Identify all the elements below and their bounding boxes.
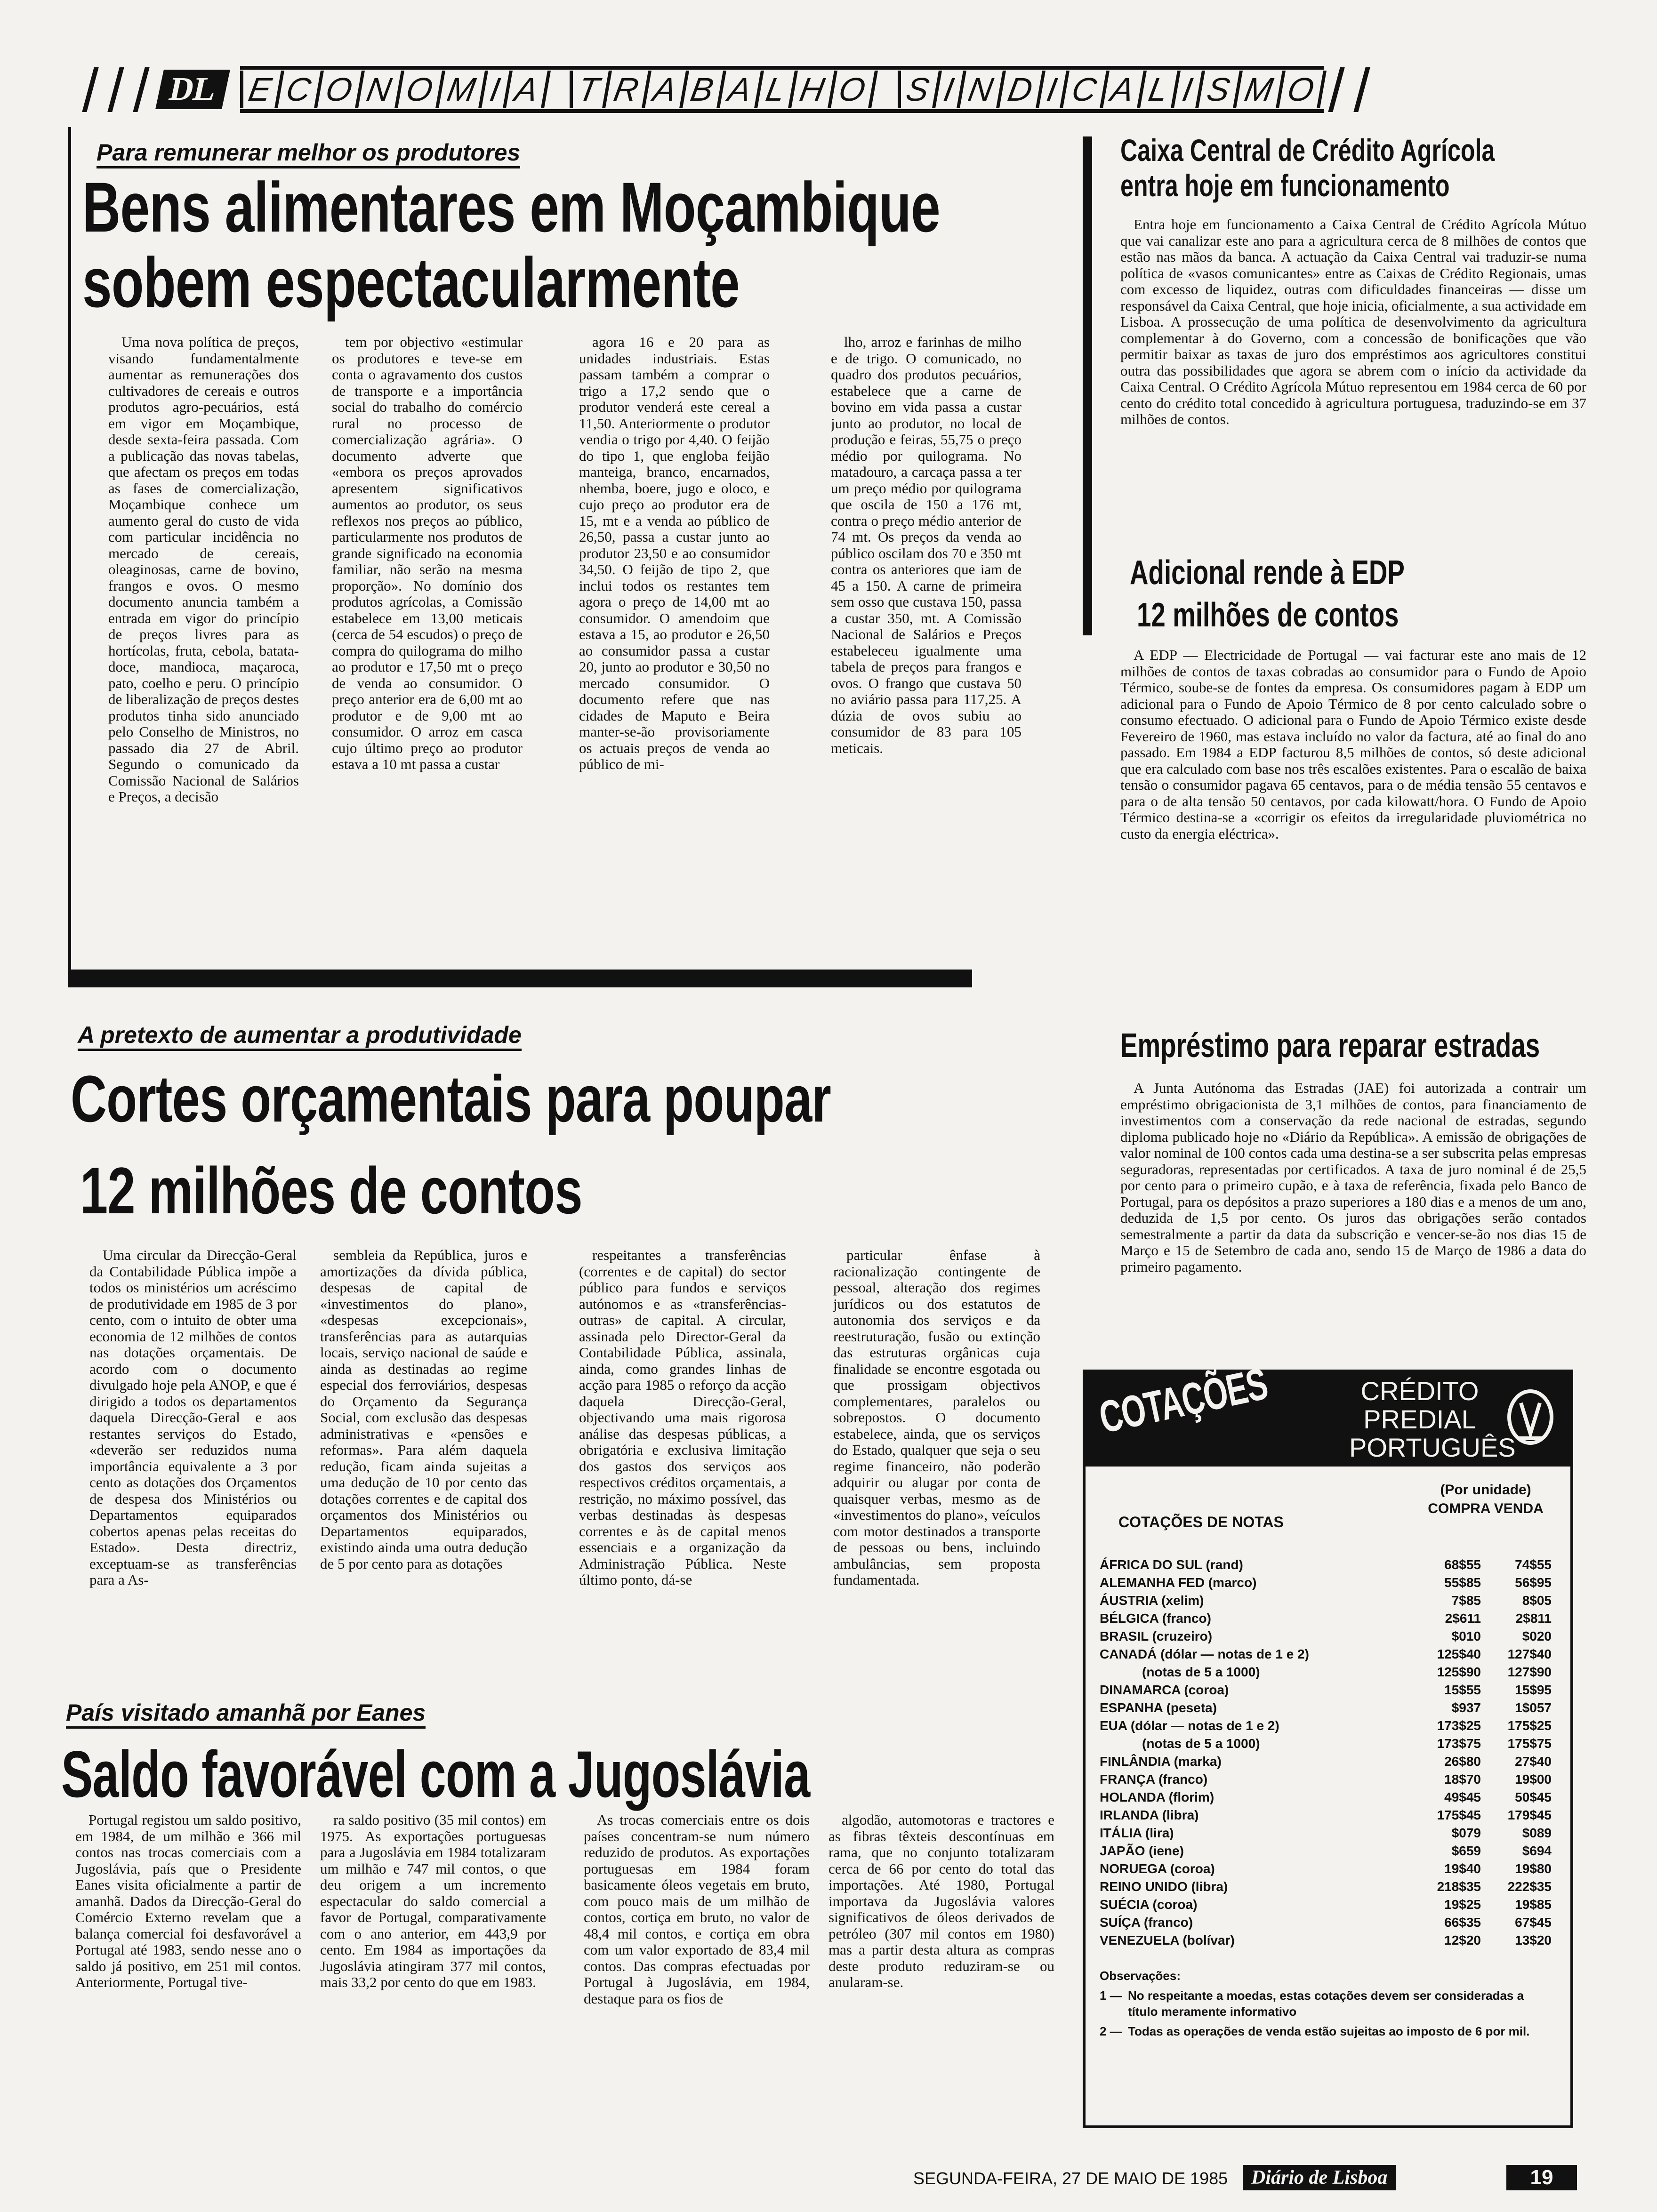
brief-caixa-central: [1120, 134, 1591, 525]
rate-row: [1100, 1896, 1552, 1914]
article-column: As trocas comerciais entre os dois países concentram-se num número reduzido de produtos. As exportações portuguesas em 1984 foram basicamente óleos vegetais em bruto, com pouco mais de um milhão de contos, cortiça em bruto, no valor de 48,4 mil contos, e cortiça em obra com um valor exportado de 83,4 mil contos. Das compras efectuadas por Portugal à Jugoslávia, em 1984, destaque para os fios de: [584, 1812, 810, 2007]
rate-venda: $694: [1522, 1843, 1552, 1858]
cotacoes-header: [1086, 1358, 1570, 1467]
section-word: S I N D I C A L I S M O: [898, 71, 1324, 108]
rate-row: [1100, 1627, 1552, 1645]
brief-headline-2: entra hoje em funcionamento: [1120, 168, 1450, 203]
rate-currency: BRASIL (cruzeiro): [1100, 1629, 1213, 1643]
article-column: ra saldo positivo (35 mil contos) em 1975. As exportações portuguesas para a Jugoslávia em 1984 totalizaram um milhão e 747 mil contos, o que deu origem a um incremento espectacular do saldo comercial a favor de Portugal, comparativamente com o ano anterior, em 443,9 por cento. Em 1984 as importações da Jugoslávia atingiram 377 mil contos, mais 33,2 por cento do que em 1983.: [320, 1812, 546, 1990]
rates-title: COTAÇÕES DE NOTAS: [1118, 1514, 1284, 1531]
rate-venda: 50$45: [1515, 1790, 1552, 1804]
rate-currency: ALEMANHA FED (marco): [1100, 1575, 1257, 1590]
rate-currency: NORUEGA (coroa): [1100, 1861, 1215, 1876]
rate-row: [1100, 1753, 1552, 1771]
rate-venda: 19$85: [1515, 1897, 1552, 1912]
dl-logo: DL: [155, 70, 230, 109]
rate-currency: ESPANHA (peseta): [1100, 1700, 1217, 1715]
rate-row: [1100, 1914, 1552, 1931]
rate-currency: (notas de 5 a 1000): [1142, 1665, 1260, 1679]
article-mozambique: [68, 127, 1078, 998]
rate-venda: 222$35: [1507, 1879, 1552, 1894]
rate-venda: 2$811: [1515, 1611, 1552, 1626]
article-column: particular ênfase à racionalização contingente de pessoal, alteração dos regimes jurídicos ou dos estatutos de autonomia dos serviços e da reestruturação, fusão ou extinção das estruturas orgânicas cuja finalidade se encontre esgotada ou que prossigam objectivos complementares, paralelos ou sobrepostos. O documento estabelece, ainda, que os serviços do Estado, qualquer que seja o seu regime financeiro, não poderão adquirir ou alugar por conta de quaisquer verbas, mesmo as de «investimentos do plano», veículos com motor destinados a transporte de pessoas ou bens, incluindo ambulâncias, sem proposta fundamentada.: [833, 1247, 1040, 1588]
article-kicker: Para remunerar melhor os produtores: [97, 139, 520, 168]
rate-row: [1100, 1556, 1552, 1574]
rate-row: [1100, 1681, 1552, 1699]
rate-currency: SUÍÇA (franco): [1100, 1915, 1193, 1930]
rate-row: [1100, 1842, 1552, 1860]
rate-row: [1100, 1860, 1552, 1878]
rate-currency: SUÉCIA (coroa): [1100, 1897, 1198, 1912]
rate-row: [1100, 1610, 1552, 1627]
exchange-rates-box: [1083, 1358, 1573, 2128]
article-kicker: A pretexto de aumentar a produtividade: [78, 1021, 522, 1051]
rate-currency: VENEZUELA (bolívar): [1100, 1933, 1235, 1948]
rate-compra: 18$70: [1444, 1772, 1481, 1787]
rate-compra: 218$35: [1437, 1879, 1481, 1894]
rate-compra: 68$55: [1444, 1557, 1481, 1572]
rates-unit-label: (Por unidade) COMPRA VENDA: [1428, 1482, 1544, 1516]
rate-row: [1100, 1824, 1552, 1842]
rate-compra: 7$85: [1451, 1593, 1481, 1608]
rate-currency: FINLÂNDIA (marka): [1100, 1754, 1222, 1769]
article-headline-2: sobem espectacularmente: [82, 243, 740, 322]
rate-currency: DINAMARCA (coroa): [1100, 1683, 1229, 1697]
rate-venda: 175$25: [1507, 1718, 1552, 1733]
footer-date: SEGUNDA-FEIRA, 27 DE MAIO DE 1985: [913, 2169, 1228, 2188]
rate-currency: EUA (dólar — notas de 1 e 2): [1100, 1718, 1279, 1733]
article-column: sembleia da República, juros e amortizações da dívida pública, despesas de capital de «investimentos do plano», «despesas excepcionais», transferências para as autarquias locais, serviço nacional de saúde e ainda as destinadas ao regime especial dos ferroviários, despesas do Orçamento da Segurança Social, com exclusão das despesas administrativas e «pensões e reformas». Para além daquela redução, ficam ainda sujeitas a uma dedução de 10 por cento das dotações correntes e de capital dos orçamentos dos Ministérios ou Departamentos equiparados, existindo ainda uma outra dedução de 5 por cento para as dotações: [320, 1247, 527, 1572]
rate-compra: 19$25: [1444, 1897, 1481, 1912]
article-column: algodão, automotoras e tractores e as fibras têxteis descontínuas em rama, que no conjunto totalizaram cerca de 66 por cento do total das importações. Até 1980, Portugal importava da Jugoslávia valores significativos de óleos derivados de petróleo (307 mil contos em 1980) mas a partir desta altura as compras deste produto reduziram-se ou anularam-se.: [828, 1812, 1054, 1990]
rate-currency: IRLANDA (libra): [1100, 1808, 1199, 1822]
rate-venda: 19$80: [1515, 1861, 1552, 1876]
rate-venda: 15$95: [1515, 1683, 1552, 1697]
rate-venda: 67$45: [1515, 1915, 1552, 1930]
page-number: 19: [1506, 2165, 1577, 2190]
bank-name: CRÉDITO PREDIAL PORTUGUÊS: [1349, 1376, 1516, 1462]
rate-compra: 173$75: [1437, 1736, 1481, 1751]
article-column: agora 16 e 20 para as unidades industriais. Estas passam também a comprar o trigo a 17,2 sendo que o produtor venderá este cereal a 11,50. Anteriormente o produtor vendia o trigo por 4,40. O feijão do tipo 1, que engloba feijão manteiga, branco, encarnados, nhemba, boere, jugo e oloco, e cujo preço ao produtor era de 15, mt e a venda ao público de 26,50, passa a custar junto ao produtor 23,50 e ao consumidor 34,50. O feijão de tipo 2, que inclui todos os restantes tem agora o preço de 14,00 mt ao consumidor. O amendoim que estava a 15, ao produtor e 26,50 ao consumidor passa a custar 20, junto ao produtor e 30,50 no mercado consumidor. O documento refere que nas cidades de Maputo e Beira manter-se-ão provisoriamente os actuais preços de venda ao público de mi-: [579, 334, 770, 772]
article-headline: Saldo favorável com a Jugoslávia: [61, 1737, 810, 1811]
rate-currency: JAPÃO (iene): [1100, 1843, 1184, 1858]
rate-currency: ITÁLIA (lira): [1100, 1826, 1174, 1840]
article-headline: Bens alimentares em Moçambique: [82, 168, 940, 247]
rates-table: [1100, 1556, 1552, 1949]
article-column: Uma circular da Direcção-Geral da Contabilidade Pública impõe a todos os ministérios um acréscimo de produtividade em 1985 de 3 por cento, com o intuito de obter uma economia de 12 milhões de contos nas dotações orçamentais. De acordo com o documento divulgado hoje pela ANOP, e que é dirigido a todos os departamentos daquela Direcção-Geral e aos restantes serviços do Estado, «deverão ser reduzidos numa importância equivalente a 3 por cento as dotações dos Orçamentos de despesa dos Ministérios ou Departamentos equiparados cobertos apenas pelas receitas do Estado». Desta directriz, exceptuam-se as transferências para a As-: [89, 1247, 297, 1588]
brief-headline: Empréstimo para reparar estradas: [1120, 1027, 1540, 1065]
brief-estradas: [1120, 1028, 1591, 1358]
rate-currency: ÁFRICA DO SUL (rand): [1100, 1557, 1243, 1572]
brief-headline: Caixa Central de Crédito Agrícola: [1120, 133, 1495, 168]
brief-body: A EDP — Electricidade de Portugal — vai facturar este ano mais de 12 milhões de contos de taxas cobradas ao consumidor para o Fundo de Apoio Térmico, soube-se de fontes da empresa. Os consumidores pagam à EDP um adicional para o Fundo de Apoio Térmico de 8 por cento calculado sobre o consumo efectuado. O adicional para o Fundo de Apoio Térmico existe desde Fevereiro de 1960, mas estava incluído no valor da factura, até ao final do ano passado. Em 1984 a EDP facturou 8,5 milhões de contos, só deste adicional que era calculado com base nos três escalões existentes. Para o escalão de baixa tensão o consumidor pagava 65 centavos, para o de média tensão 55 centavos e para o de alta tensão 50 centavos, por cada kilowatt/hora. O Fundo de Apoio Térmico destina-se a «corrigir os efeitos da irregularidade pluviométrica no custo da energia eléctrica».: [1120, 647, 1586, 842]
rate-compra: 15$55: [1444, 1683, 1481, 1697]
rate-venda: 127$40: [1507, 1647, 1552, 1661]
rate-venda: 13$20: [1515, 1933, 1552, 1948]
banner-ticks: [78, 64, 154, 115]
vertical-rule: [1083, 136, 1092, 635]
article-headline: Cortes orçamentais para poupar: [71, 1062, 831, 1136]
rate-row: [1100, 1717, 1552, 1735]
section-title: [240, 66, 1323, 113]
rate-currency: CANADÁ (dólar — notas de 1 e 2): [1100, 1647, 1309, 1661]
article-column: Uma nova política de preços, visando fundamentalmente aumentar as remunerações dos cultivadores de cereais e outros produtos agro-pecuários, está em vigor em Moçambique, desde sexta-feira passada. Com a publicação das novas tabelas, que afectam os preços em todas as fases de comercialização, Moçambique conhece um aumento geral do custo de vida com particular incidência no mercado de cereais, oleaginosas, carne de bovino, frangos e ovos. O mesmo documento anuncia também a entrada em vigor do princípio de preços livres para as hortícolas, fruta, cebola, batata-doce, mandioca, maçaroca, pato, coelho e peru. O princípio de liberalização de preços destes produtos tinha sido anunciado pelo Conselho de Ministros, no passado dia 27 de Abril. Segundo o comunicado da Comissão Nacional de Salários e Preços, a decisão: [108, 334, 299, 805]
rate-row: [1100, 1878, 1552, 1896]
article-headline-2: 12 milhões de contos: [80, 1154, 582, 1227]
rate-compra: 125$90: [1437, 1665, 1481, 1679]
rate-row: [1100, 1592, 1552, 1610]
rate-currency: FRANÇA (franco): [1100, 1772, 1208, 1787]
rate-currency: REINO UNIDO (libra): [1100, 1879, 1228, 1894]
rate-compra: 12$20: [1444, 1933, 1481, 1948]
rate-compra: $659: [1451, 1843, 1481, 1858]
rate-compra: $937: [1451, 1700, 1481, 1715]
rule-bar: [68, 970, 972, 987]
article-kicker: País visitado amanhã por Eanes: [66, 1699, 426, 1729]
brief-body: Entra hoje em funcionamento a Caixa Central de Crédito Agrícola Mútuo que vai canalizar este ano para a agricultura cerca de 8 milhões de contos que estão nas mãos da banca. A actuação da Caixa Central vai traduzir-se numa política de «vasos comunicantes» entre as Caixas de Crédito Regionais, umas com excesso de liquidez, outras com dificuldades financeiras — disse um responsável da Caixa Central, que hoje inicia, oficialmente, a sua actividade em Lisboa. A prossecução de uma política de desenvolvimento da agricultura complementar à do Governo, com a concessão de bonificações que vão permitir baixar as taxas de juro dos empréstimos aos agricultores constitui outra das possibilidades que agora se abrem com o início da actividade da Caixa Central. O Crédito Agrícola Mútuo representou em 1984 cerca de 60 por cento do crédito total concedido à agricultura portuguesa, traduzindo-se em 37 milhões de contos.: [1120, 216, 1586, 427]
rate-row: [1100, 1931, 1552, 1949]
footer-paper: Diário de Lisboa: [1243, 2165, 1396, 2190]
rates-notes: Observações: 1 — No respeitante a moedas, estas cotações devem ser consideradas a título meramente informativo 2 — Todas as operações de venda estão sujeitas ao imposto de 6 por mil.: [1100, 1969, 1530, 2038]
rate-venda: 8$05: [1522, 1593, 1552, 1608]
rate-row: [1100, 1806, 1552, 1824]
rate-venda: $089: [1522, 1826, 1552, 1840]
rate-row: [1100, 1574, 1552, 1592]
rate-venda: 1$057: [1515, 1700, 1552, 1715]
brief-headline-2: 12 milhões de contos: [1137, 596, 1399, 634]
brief-headline: Adicional rende à EDP: [1130, 554, 1405, 592]
rate-venda: 74$55: [1515, 1557, 1552, 1572]
rate-row: [1100, 1663, 1552, 1681]
brief-body: A Junta Autónoma das Estradas (JAE) foi autorizada a contrair um empréstimo obrigacionista de 3,1 milhões de contos, para financiamento de investimentos com a conservação da rede nacional de estradas, segundo diploma publicado hoje no «Diário da República». A emissão de obrigações de valor nominal de 100 contos cada uma destina-se a ser subscrita pelas empresas seguradoras, representadas por certificados. A taxa de juro nominal é de 25,5 por cento para o primeiro cupão, e à taxa de referência, fixada pelo Banco de Portugal, para os depósitos a prazo superiores a 180 dias e a menos de um ano, deduzida de 1,5 por cento. Os juros das obrigações serão contados semestralmente a partir da data da subscrição e vencer-se-ão nos dias 15 de Março e 15 de Setembro de cada ano, sendo 15 de Março de 1986 a data do primeiro pagamento.: [1120, 1080, 1586, 1275]
article-column: respeitantes a transferências (correntes e de capital) do sector público para fundos e serviços autónomos e as «transferências-outras» de capital. A circular, assinada pelo Director-Geral da Contabilidade Pública, assinala, ainda, como grandes linhas de acção para 1985 o reforço da acção daquela Direcção-Geral, objectivando uma mais rigorosa análise das despesas públicas, a obrigatória e exclusiva limitação dos gastos dos serviços aos respectivos créditos orçamentais, a restrição, no máximo possível, das verbas destinadas às despesas correntes e às de capital menos essenciais e a organização da Administração Pública. Neste último ponto, dá-se: [579, 1247, 786, 1588]
rate-currency: HOLANDA (florim): [1100, 1790, 1215, 1804]
bank-emblem-icon: [1504, 1387, 1556, 1452]
rate-row: [1100, 1645, 1552, 1663]
cotacoes-logo: COTAÇÕES: [1095, 1358, 1272, 1443]
article-column: Portugal registou um saldo positivo, em 1984, de um milhão e 366 mil contos nas trocas comerciais com a Jugoslávia, país que o Presidente Eanes visita oficialmente a partir de amanhã. Dados da Direcção-Geral do Comércio Externo revelam que a balança comercial foi desfavorável a Portugal até 1983, sendo nesse ano o saldo já positivo, em 251 mil contos. Anteriormente, Portugal tive-: [75, 1812, 301, 1990]
rate-compra: 173$25: [1437, 1718, 1481, 1733]
rate-compra: $010: [1451, 1629, 1481, 1643]
section-word: T R A B A L H O: [570, 71, 875, 108]
rate-compra: 19$40: [1444, 1861, 1481, 1876]
rate-venda: 175$75: [1507, 1736, 1552, 1751]
rate-venda: 56$95: [1515, 1575, 1552, 1590]
rate-compra: 55$85: [1444, 1575, 1481, 1590]
article-column: tem por objectivo «estimular os produtores e teve-se em conta o agravamento dos custos de transporte e a importância social do trabalho do comércio rural no processo de comercialização agrária». O documento adverte que «embora os preços aprovados apresentem significativos aumentos ao produtor, os seus reflexos nos preços ao público, particularmente nos produtos de grande significado na economia familiar, não serão na mesma proporção». No domínio dos produtos agrícolas, a Comissão estabelece em 13,00 meticais (cerca de 54 escudos) o preço de compra do quilograma do milho ao produtor e 17,50 mt o preço de venda ao consumidor. O preço anterior era de 6,00 mt ao produtor e de 9,00 mt ao consumidor. O arroz em casca cujo último preço ao produtor estava a 10 mt passa a custar: [332, 334, 523, 772]
rate-compra: 26$80: [1444, 1754, 1481, 1769]
rate-row: [1100, 1788, 1552, 1806]
rate-venda: 127$90: [1507, 1665, 1552, 1679]
rate-currency: ÁUSTRIA (xelim): [1100, 1593, 1204, 1608]
rate-compra: 175$45: [1437, 1808, 1481, 1822]
rate-currency: BÉLGICA (franco): [1100, 1611, 1211, 1626]
rate-venda: 179$45: [1507, 1808, 1552, 1822]
rate-compra: $079: [1451, 1826, 1481, 1840]
rate-venda: 27$40: [1515, 1754, 1552, 1769]
rate-compra: 125$40: [1437, 1647, 1481, 1661]
rate-currency: (notas de 5 a 1000): [1142, 1736, 1260, 1751]
section-banner: [78, 64, 1589, 115]
article-column: lho, arroz e farinhas de milho e de trigo. O comunicado, no quadro dos produtos pecuários, estabelece que a carne de bovino em vida passa a custar junto ao produtor, no local de produção e feiras, 55,75 o preço médio por quilograma. No matadouro, a carcaça passa a ter um preço médio por quilograma que oscila de 150 a 176 mt, contra o preço médio anterior de 74 mt. Os preços da venda ao público oscilam dos 70 e 350 mt contra os anteriores que iam de 45 a 150. A carne de primeira sem osso que custava 150, passa a custar 350, mt. A Comissão Nacional de Salários e Preços estabeleceu igualmente uma tabela de preços para frangos e ovos. O frango que custava 50 no aviário passa para 117,25. A dúzia de ovos subiu ao consumidor de 83 para 105 meticais.: [831, 334, 1022, 756]
article-budget: [61, 1017, 1078, 1680]
rate-venda: $020: [1522, 1629, 1552, 1643]
rate-row: [1100, 1699, 1552, 1717]
section-word: E C O N O M I A: [240, 71, 547, 108]
rate-row: [1100, 1735, 1552, 1753]
brief-edp: [1120, 555, 1591, 1002]
rate-compra: 49$45: [1444, 1790, 1481, 1804]
rate-compra: 66$35: [1444, 1915, 1481, 1930]
article-yugoslavia: [56, 1694, 1078, 2146]
rate-compra: 2$611: [1445, 1611, 1481, 1626]
rate-venda: 19$00: [1515, 1772, 1552, 1787]
rate-row: [1100, 1771, 1552, 1788]
